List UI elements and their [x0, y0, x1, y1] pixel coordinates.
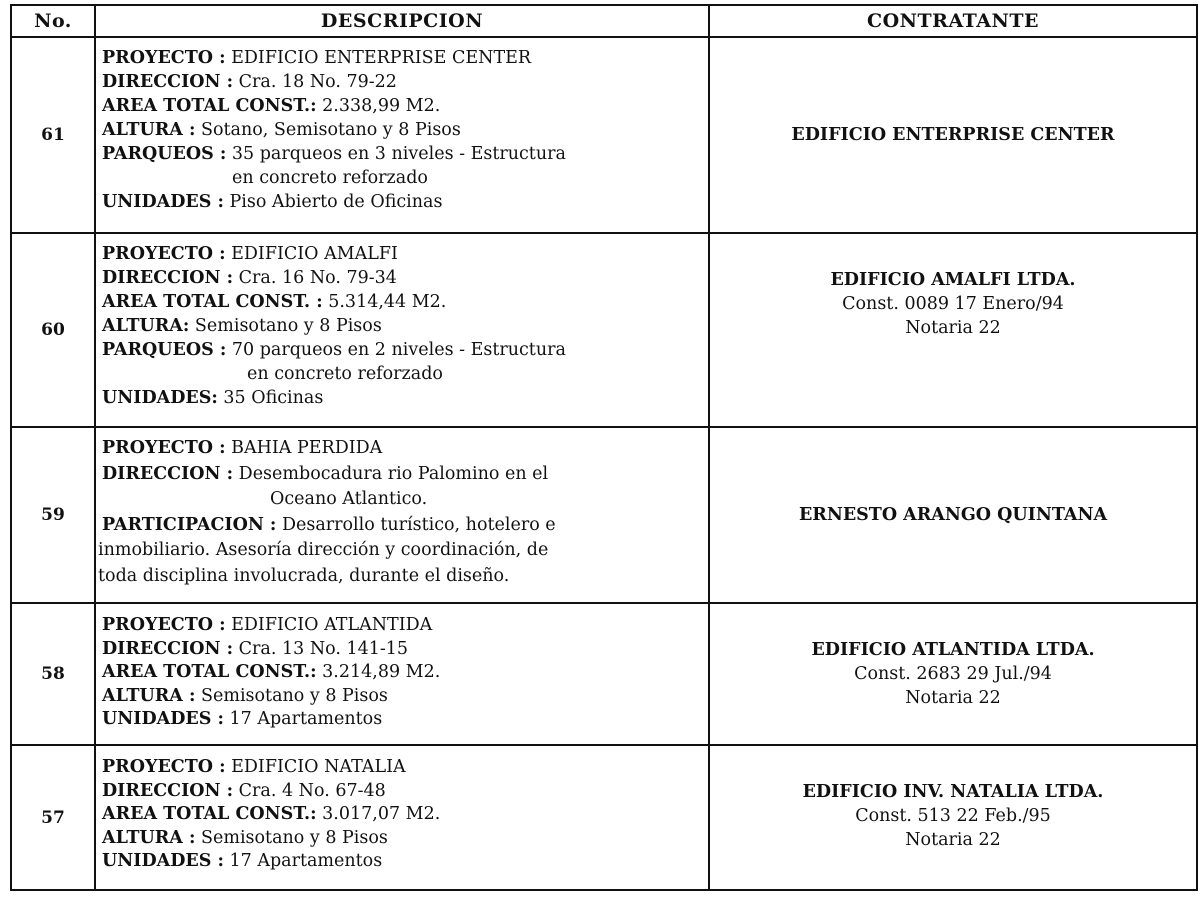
contratante-notaria: Notaria 22: [905, 688, 1001, 708]
row-description: [96, 428, 710, 602]
area-line: [102, 661, 702, 685]
direccion-label: DIRECCION :: [102, 780, 234, 801]
direccion-line: [102, 462, 702, 488]
proyecto-line: [102, 614, 702, 638]
parqueos-label: PARQUEOS :: [102, 144, 227, 164]
participacion-label: PARTICIPACION :: [102, 514, 277, 535]
proyecto-label: PROYECTO :: [102, 48, 226, 68]
parqueos-value: 35 parqueos en 3 niveles - Estructura: [231, 144, 566, 164]
contratante-name: EDIFICIO INV. NATALIA LTDA.: [802, 782, 1104, 802]
row-contratante: [710, 428, 1196, 602]
table-header: [12, 6, 1196, 36]
participacion-line: [102, 513, 702, 539]
participacion-line-3: toda disciplina involucrada, durante el diseño.: [98, 565, 510, 586]
direccion-line: [102, 638, 702, 662]
proyecto-line: [102, 436, 702, 462]
area-value: 3.214,89 M2.: [322, 662, 441, 682]
header-no: No.: [12, 6, 96, 36]
proyecto-line: [102, 242, 702, 266]
table-row: [12, 744, 1196, 889]
altura-value: Semisotano y 8 Pisos: [194, 316, 382, 336]
altura-label: ALTURA :: [102, 685, 196, 706]
proyecto-label: PROYECTO :: [102, 615, 226, 635]
proyecto-line: [102, 46, 702, 70]
table-row: [12, 426, 1196, 602]
direccion-label: DIRECCION :: [102, 463, 234, 484]
projects-table: [10, 4, 1198, 891]
area-line: [102, 803, 702, 827]
header-descripcion: DESCRIPCION: [96, 6, 710, 36]
area-value: 3.017,07 M2.: [322, 804, 441, 824]
direccion-label: DIRECCION :: [102, 72, 234, 92]
participacion-value: Desarrollo turístico, hotelero e: [281, 514, 556, 535]
parqueos-line: [102, 142, 702, 166]
altura-value: Semisotano y 8 Pisos: [201, 827, 388, 848]
direccion-value: Desembocadura rio Palomino en el: [238, 463, 549, 484]
unidades-line: [102, 850, 702, 874]
contratante-name: EDIFICIO AMALFI LTDA.: [830, 270, 1076, 290]
proyecto-label: PROYECTO :: [102, 244, 226, 264]
altura-label: ALTURA :: [102, 827, 196, 848]
unidades-line: [102, 190, 702, 214]
direccion-value: Cra. 13 No. 141-15: [238, 638, 409, 659]
parqueos-label: PARQUEOS :: [102, 340, 227, 360]
area-label: AREA TOTAL CONST. :: [102, 292, 323, 312]
contratante-name: EDIFICIO ATLANTIDA LTDA.: [811, 640, 1095, 660]
altura-line: [102, 118, 702, 142]
altura-line: [102, 827, 702, 851]
contratante-constitucion: Const. 0089 17 Enero/94: [842, 294, 1064, 314]
row-number: 58: [12, 604, 96, 744]
unidades-label: UNIDADES :: [102, 709, 224, 729]
parqueos-value: 70 parqueos en 2 niveles - Estructura: [231, 340, 566, 360]
row-contratante: [710, 604, 1196, 744]
unidades-value: Piso Abierto de Oficinas: [229, 192, 443, 212]
contratante-name: EDIFICIO ENTERPRISE CENTER: [791, 125, 1115, 145]
altura-label: ALTURA:: [102, 316, 190, 336]
proyecto-label: PROYECTO :: [102, 757, 226, 777]
altura-line: [102, 314, 702, 338]
row-contratante: [710, 746, 1196, 889]
area-line: [102, 290, 702, 314]
row-number: 59: [12, 428, 96, 602]
row-description: [96, 604, 710, 744]
unidades-label: UNIDADES :: [102, 192, 224, 212]
proyecto-line: [102, 756, 702, 780]
contratante-notaria: Notaria 22: [905, 318, 1001, 338]
row-contratante: [710, 38, 1196, 232]
altura-value: Sotano, Semisotano y 8 Pisos: [201, 120, 461, 140]
unidades-line: [102, 708, 702, 732]
parqueos-continuation: en concreto reforzado: [247, 364, 443, 384]
row-description: [96, 234, 710, 426]
direccion-line: [102, 70, 702, 94]
contratante-constitucion: Const. 2683 29 Jul./94: [854, 664, 1052, 684]
altura-line: [102, 685, 702, 709]
contratante-constitucion: Const. 513 22 Feb./95: [855, 806, 1051, 826]
direccion-continuation: Oceano Atlantico.: [270, 489, 428, 509]
direccion-value: Cra. 18 No. 79-22: [238, 72, 397, 92]
table-row: [12, 232, 1196, 426]
header-contratante: CONTRATANTE: [866, 10, 1039, 32]
parqueos-continuation: en concreto reforzado: [232, 168, 428, 188]
row-number: 61: [12, 38, 96, 232]
table-row: [12, 602, 1196, 744]
proyecto-value: EDIFICIO AMALFI: [231, 244, 398, 264]
area-line: [102, 94, 702, 118]
direccion-line: [102, 266, 702, 290]
area-label: AREA TOTAL CONST.:: [102, 662, 317, 682]
altura-label: ALTURA :: [102, 120, 196, 140]
unidades-label: UNIDADES:: [102, 388, 218, 408]
unidades-value: 17 Apartamentos: [229, 709, 383, 729]
direccion-value: Cra. 4 No. 67-48: [238, 780, 386, 801]
area-label: AREA TOTAL CONST.:: [102, 96, 317, 116]
row-contratante: [710, 234, 1196, 426]
row-number: 60: [12, 234, 96, 426]
altura-value: Semisotano y 8 Pisos: [201, 685, 388, 706]
row-number: 57: [12, 746, 96, 889]
unidades-label: UNIDADES :: [102, 851, 224, 871]
direccion-label: DIRECCION :: [102, 268, 234, 288]
row-description: [96, 746, 710, 889]
area-label: AREA TOTAL CONST.:: [102, 804, 317, 824]
participacion-line-2: inmobiliario. Asesoría dirección y coordinación, de: [98, 540, 549, 560]
parqueos-line: [102, 338, 702, 362]
unidades-line: [102, 386, 702, 410]
proyecto-value: EDIFICIO ENTERPRISE CENTER: [231, 48, 532, 68]
direccion-line: [102, 780, 702, 804]
unidades-value: 35 Oficinas: [223, 388, 324, 408]
direccion-label: DIRECCION :: [102, 638, 234, 659]
proyecto-value: EDIFICIO ATLANTIDA: [231, 615, 433, 635]
area-value: 2.338,99 M2.: [322, 96, 441, 116]
area-value: 5.314,44 M2.: [328, 292, 447, 312]
row-description: [96, 38, 710, 232]
contratante-name: ERNESTO ARANGO QUINTANA: [798, 505, 1108, 525]
proyecto-value: BAHIA PERDIDA: [231, 438, 383, 458]
table-row: [12, 36, 1196, 232]
contratante-notaria: Notaria 22: [905, 830, 1001, 850]
proyecto-value: EDIFICIO NATALIA: [231, 757, 406, 777]
proyecto-label: PROYECTO :: [102, 438, 226, 458]
direccion-value: Cra. 16 No. 79-34: [238, 268, 397, 288]
unidades-value: 17 Apartamentos: [229, 851, 383, 871]
